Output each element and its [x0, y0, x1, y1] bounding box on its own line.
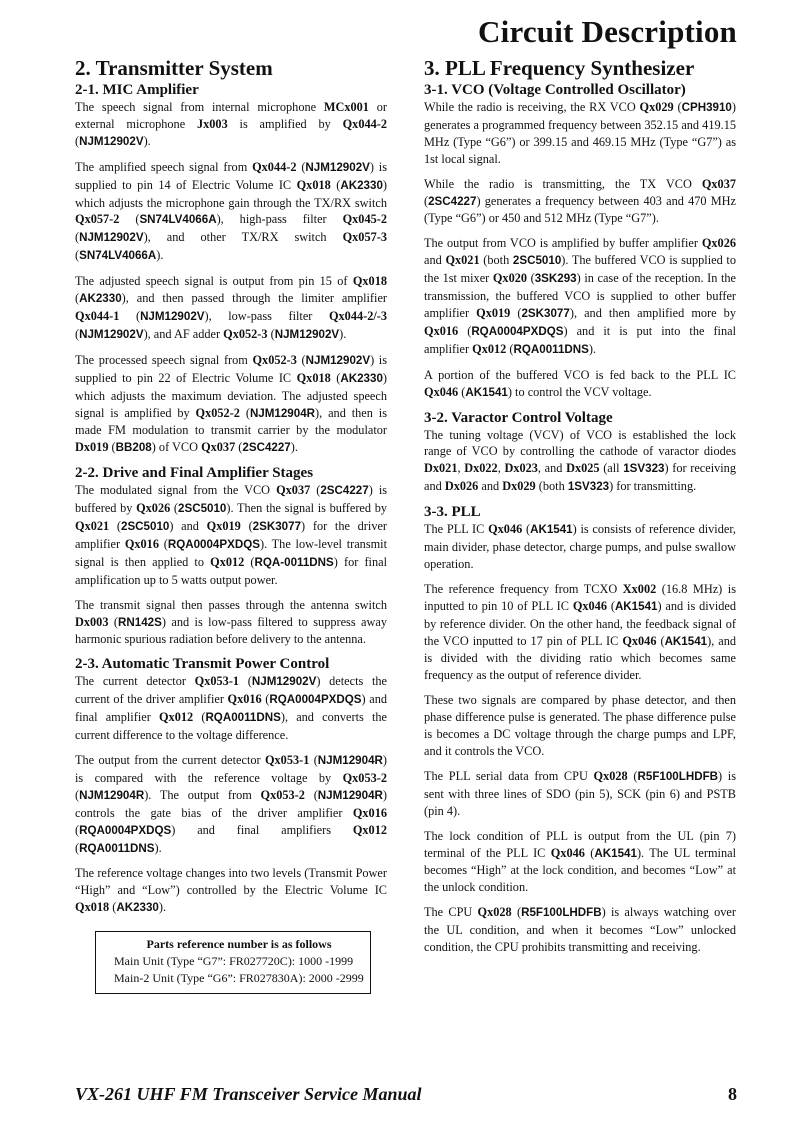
- part-number: NJM12902V: [79, 231, 144, 245]
- paragraph: [424, 692, 736, 760]
- text-run: (: [304, 787, 318, 802]
- paragraph: [424, 367, 736, 402]
- part-number: AK1541: [594, 846, 637, 860]
- text-run: (: [261, 692, 270, 707]
- subsection-title-mic-amplifier: 2-1. MIC Amplifier: [75, 82, 199, 98]
- component-ref: Dx026: [444, 479, 479, 494]
- paragraph: [424, 427, 736, 497]
- component-ref: Qx046: [424, 384, 459, 399]
- text-run: (: [244, 554, 255, 569]
- text-run: (both: [535, 479, 568, 494]
- part-number: NJM12902V: [305, 160, 370, 174]
- part-number: NJM12904R: [317, 788, 383, 802]
- text-run: ) is supplied to pin 22 of Electric Volume IC: [75, 352, 388, 385]
- component-ref: Qx046: [572, 598, 607, 613]
- text-run: ) and: [169, 519, 207, 534]
- part-number: 2SC4227: [428, 194, 477, 208]
- component-ref: Qx052-3: [252, 352, 297, 367]
- text-run: (: [75, 822, 80, 837]
- text-run: ). The UL terminal becomes “High” at the lock condition, and becomes “Low” at the unlock condition.: [424, 845, 736, 895]
- text-run: (: [108, 614, 119, 629]
- part-number: NJM12904R: [79, 788, 145, 802]
- part-number: AK1541: [530, 523, 573, 537]
- text-run: ) and final amplifiers: [171, 822, 353, 837]
- part-number: 1SV323: [567, 480, 610, 494]
- paragraph: [424, 768, 736, 820]
- part-number: 3SK293: [534, 272, 577, 286]
- paragraph: [75, 482, 387, 588]
- component-ref: Qx012: [158, 710, 194, 725]
- text-run: ) of VCO: [151, 440, 202, 455]
- component-ref: Qx019: [206, 519, 241, 534]
- text-run: ) and it is put into the final amplifier: [424, 323, 736, 356]
- text-run: These two signals are compared by phase detector, and then phase difference pulse is generated. The phase difference pulse is becomes a DC voltage through the charge pumps and LPF, and it controls the VCO.: [424, 693, 736, 758]
- component-ref: Qx016: [424, 323, 459, 338]
- text-run: The adjusted speech signal is output from pin 15 of: [75, 274, 353, 289]
- text-run: (: [240, 519, 253, 534]
- component-ref: Qx016: [124, 536, 159, 551]
- text-run: (: [522, 522, 531, 537]
- component-ref: Xx002: [622, 581, 657, 596]
- part-number: NJM12902V: [305, 353, 371, 367]
- text-run: ) is consists of reference divider, main divider, phase detector, charge pumps, and pulse swallow operation.: [424, 522, 737, 571]
- text-run: (: [511, 905, 522, 920]
- paragraph: [75, 159, 387, 265]
- paragraph: [424, 176, 736, 228]
- part-number: AK2330: [116, 901, 159, 915]
- component-ref: Jx003: [196, 116, 228, 131]
- part-number: NJM12904R: [249, 406, 316, 420]
- component-ref: Qx053-2: [260, 787, 305, 802]
- text-run: The PLL serial data from CPU: [424, 768, 594, 783]
- part-number: RQA0004PXDQS: [167, 537, 260, 551]
- text-run: (: [330, 370, 341, 385]
- component-ref: Qx044-1: [75, 308, 120, 323]
- text-run: ).: [339, 326, 347, 341]
- parts-reference-box: [95, 931, 371, 994]
- part-number: BB208: [115, 441, 152, 455]
- text-run: (: [239, 405, 250, 420]
- text-run: While the radio is receiving, the RX VCO: [424, 100, 640, 114]
- component-ref: Qx053-1: [264, 753, 310, 767]
- part-number: 2SC4227: [320, 484, 369, 498]
- part-number: CPH3910: [681, 101, 732, 114]
- component-ref: Qx012: [352, 822, 387, 837]
- text-run: (16.8 MHz) is inputted to pin 10 of PLL IC: [424, 581, 736, 613]
- text-run: or external microphone: [75, 100, 387, 131]
- text-run: The lock condition of PLL is output from the UL (pin 7) terminal of the PLL IC: [424, 828, 736, 860]
- paragraph: [75, 752, 387, 857]
- text-run: (: [606, 598, 615, 613]
- text-run: ) is buffered by: [75, 483, 388, 516]
- part-number: RQA0004PXDQS: [79, 823, 172, 837]
- text-run: (: [330, 177, 341, 192]
- component-ref: Qx029: [639, 100, 674, 114]
- text-run: ).: [143, 133, 151, 148]
- text-run: The reference voltage changes into two levels (Transmit Power “High” and “Low”) controlled by the Electric Volume IC: [75, 866, 387, 898]
- component-ref: Qx053-1: [194, 674, 240, 689]
- component-ref: Qx018: [296, 177, 331, 192]
- text-run: ).: [290, 440, 298, 455]
- text-run: (: [267, 326, 275, 341]
- text-run: (: [109, 519, 121, 534]
- text-run: The tuning voltage (VCV) of VCO is established the lock range of VCO by controlling the cathode of varactor diodes: [424, 427, 736, 459]
- part-number: NJM12902V: [140, 309, 205, 323]
- part-number: NJM12902V: [274, 327, 340, 341]
- component-ref: Qx052-3: [223, 326, 268, 341]
- text-run: ) is compared with the reference voltage by: [75, 753, 387, 785]
- text-run: ) generates a frequency between 403 and 470 MHz (Type “G6”) or 450 and 512 MHz (Type “G7”).: [424, 193, 736, 226]
- text-run: (: [75, 840, 80, 855]
- component-ref: Qx046: [550, 845, 585, 860]
- component-ref: Qx018: [296, 370, 331, 385]
- text-run: ) is always watching over the UL condition, and when it becomes “Low” unlocked condition, the CPU prohibits transmitting and receiving.: [424, 905, 736, 955]
- left-column: [75, 56, 387, 994]
- part-number: 1SV323: [623, 462, 665, 476]
- text-run: ) and is divided by reference divider. On the other hand, the feedback signal of the VCO inputted to 17 pin of PLL IC: [424, 598, 736, 648]
- text-run: ) generates a programmed frequency between 352.15 and 419.15 MHz (Type “G6”) or 399.15 and 469.15 MHz (Type “G7”) as 1st local signal.: [424, 100, 736, 166]
- text-run: ).: [158, 900, 167, 915]
- paragraph: [424, 581, 736, 684]
- text-run: (: [75, 248, 80, 263]
- subsection-title-varactor: 3-2. Varactor Control Voltage: [424, 409, 613, 426]
- paragraph: [424, 828, 736, 897]
- text-run: ). The buffered VCO is supplied to the 1st mixer: [424, 253, 736, 286]
- section-title-pll: 3. PLL Frequency Synthesizer: [424, 56, 695, 80]
- part-number: NJM12902V: [79, 134, 144, 148]
- text-run: The speech signal from internal microphone: [75, 100, 324, 114]
- part-number: AK1541: [465, 385, 508, 399]
- part-number: RN142S: [118, 615, 162, 629]
- text-run: ). The low-level transmit signal is then applied to: [75, 536, 387, 569]
- text-run: (: [75, 326, 80, 341]
- part-number: AK2330: [340, 178, 383, 192]
- text-run: ). The output from: [144, 787, 261, 802]
- footer-page-number: 8: [728, 1084, 737, 1104]
- text-run: (: [108, 440, 116, 455]
- component-ref: Qx018: [75, 900, 110, 915]
- text-run: The output from VCO is amplified by buffer amplifier: [424, 236, 702, 251]
- text-run: (: [75, 787, 80, 802]
- text-run: (: [458, 323, 472, 338]
- text-run: (: [506, 341, 514, 356]
- component-ref: Qx053-2: [342, 770, 387, 785]
- text-run: ) and final amplifier: [75, 692, 387, 725]
- component-ref: Qx018: [352, 274, 387, 289]
- part-number: 2SK3077: [521, 306, 570, 320]
- text-run: ) and is low-pass filtered to suppress away harmonic spurious radiation before delivery to the antenna.: [75, 614, 387, 647]
- component-ref: Dx021: [424, 461, 458, 476]
- part-number: AK1541: [614, 599, 658, 613]
- text-run: The modulated signal from the VCO: [75, 483, 277, 498]
- part-number: RQA-0011DNS: [254, 555, 334, 569]
- part-number: RQA0004PXDQS: [269, 693, 362, 707]
- page-header-title: Circuit Description: [478, 14, 737, 49]
- text-run: ,: [457, 461, 465, 476]
- component-ref: Qx021: [75, 519, 110, 534]
- text-run: ) for final amplification up to 5 watts output power.: [75, 554, 387, 587]
- text-run: ) for transmitting.: [609, 479, 697, 494]
- right-column: [424, 56, 736, 964]
- paragraph: [75, 865, 387, 917]
- text-run: ).: [154, 840, 162, 855]
- paragraph: [424, 99, 736, 168]
- text-run: (: [75, 133, 80, 148]
- text-run: (: [296, 352, 306, 367]
- subsection-title-drive-final: 2-2. Drive and Final Amplifier Stages: [75, 465, 314, 482]
- text-run: (: [424, 193, 429, 208]
- part-number: AK2330: [79, 292, 122, 306]
- text-run: ) is supplied to pin 14 of Electric Volume IC: [75, 159, 387, 192]
- text-run: (: [119, 212, 140, 227]
- part-number: R5F100LHDFB: [637, 769, 719, 783]
- component-ref: Qx028: [593, 768, 628, 783]
- text-run: ).: [156, 248, 164, 263]
- component-ref: Qx046: [488, 522, 523, 537]
- component-ref: Dx025: [566, 461, 600, 476]
- text-run: (: [109, 900, 117, 915]
- component-ref: Qx046: [622, 633, 657, 648]
- footer-manual-title: VX-261 UHF FM Transceiver Service Manual: [75, 1084, 422, 1104]
- part-number: NJM12902V: [251, 675, 317, 689]
- component-ref: Qx057-2: [75, 212, 120, 227]
- part-number: 2SK3077: [252, 520, 302, 534]
- component-ref: Qx016: [227, 692, 262, 707]
- component-ref: MCx001: [323, 100, 369, 114]
- text-run: (: [239, 674, 252, 689]
- text-run: (: [75, 230, 80, 245]
- part-number: RQA0011DNS: [205, 711, 281, 725]
- subsection-title-power-control: 2-3. Automatic Transmit Power Control: [75, 656, 330, 673]
- text-run: ), and other TX/RX switch: [143, 230, 343, 245]
- part-number: NJM12902V: [79, 327, 144, 341]
- text-run: (all: [599, 461, 624, 476]
- text-run: While the radio is transmitting, the TX VCO: [424, 176, 702, 191]
- text-run: (: [527, 271, 535, 286]
- component-ref: Dx023: [504, 461, 538, 476]
- text-run: A portion of the buffered VCO is fed back to the PLL IC: [424, 367, 736, 382]
- part-number: RQA0011DNS: [513, 342, 589, 356]
- text-run: (: [235, 440, 243, 455]
- text-run: (: [673, 100, 682, 114]
- part-number: 2SC5010: [178, 502, 227, 516]
- part-number: AK1541: [664, 634, 708, 648]
- text-run: The output from the current detector: [75, 753, 265, 767]
- paragraph: [75, 99, 387, 151]
- text-run: (: [627, 768, 638, 783]
- subsection-title-vco: 3-1. VCO (Voltage Controlled Oscillator): [424, 82, 686, 98]
- section-title-transmitter: 2. Transmitter System: [75, 56, 273, 80]
- text-run: (: [458, 384, 466, 399]
- text-run: ) for the driver amplifier: [75, 519, 388, 551]
- text-run: (: [193, 710, 206, 725]
- text-run: (: [296, 159, 306, 174]
- text-run: The current detector: [75, 674, 195, 689]
- component-ref: Qx026: [701, 236, 736, 251]
- text-run: ) which adjusts the microphone gain through the TX/RX switch: [75, 177, 388, 210]
- part-number: SN74LV4066A: [79, 249, 157, 263]
- part-number: 2SC5010: [121, 520, 170, 534]
- part-number: 2SC5010: [512, 254, 562, 268]
- text-run: (: [656, 633, 665, 648]
- text-run: ), and then amplified more by: [569, 305, 736, 320]
- text-run: The processed speech signal from: [75, 352, 253, 367]
- parts-box-line: Main-2 Unit (Type “G6”: FR027830A): 2000 -2999: [114, 971, 364, 986]
- text-run: ), and converts the current difference to the voltage difference.: [75, 710, 387, 743]
- text-run: The CPU: [424, 905, 478, 920]
- text-run: ,: [497, 461, 505, 476]
- text-run: The PLL IC: [424, 522, 489, 537]
- component-ref: Qx037: [201, 440, 236, 455]
- component-ref: Qx052-2: [195, 405, 240, 420]
- text-run: (: [510, 305, 522, 320]
- paragraph: [75, 352, 387, 457]
- part-number: RQA0011DNS: [79, 841, 155, 855]
- text-run: The amplified speech signal from: [75, 159, 253, 174]
- text-run: ) in case of the reception. In the transmission, the buffered VCO is supplied to other buffer amplifier: [424, 271, 737, 320]
- component-ref: Qx021: [445, 253, 480, 268]
- text-run: ). Then the signal is buffered by: [226, 501, 387, 516]
- part-number: R5F100LHDFB: [521, 906, 602, 920]
- text-run: , and: [537, 461, 567, 476]
- text-run: ) which adjusts the maximum deviation. The adjusted speech signal is amplified by: [75, 370, 388, 420]
- component-ref: Qx026: [136, 501, 171, 516]
- component-ref: Qx037: [701, 176, 736, 191]
- paragraph: [75, 273, 387, 344]
- component-ref: Dx022: [464, 461, 498, 476]
- parts-box-line: Main Unit (Type “G7”: FR027720C): 1000 -1999: [114, 954, 354, 969]
- component-ref: Qx012: [210, 554, 245, 569]
- text-run: The reference frequency from TCXO: [424, 581, 623, 596]
- text-run: and: [478, 479, 503, 494]
- text-run: The transmit signal then passes through the antenna switch: [75, 597, 387, 612]
- component-ref: Qx057-3: [342, 230, 387, 245]
- text-run: (both: [479, 253, 513, 268]
- text-run: (: [75, 291, 80, 306]
- parts-box-title: Parts reference number is as follows: [146, 937, 332, 952]
- text-run: (: [170, 501, 179, 516]
- text-run: ) detects the current of the driver amplifier: [75, 674, 387, 707]
- component-ref: Qx037: [276, 483, 311, 498]
- text-run: ), and is divided with the dividing ratio which becomes same frequency as the output of reference divider.: [424, 633, 737, 683]
- text-run: (: [309, 753, 318, 767]
- component-ref: Qx012: [472, 341, 507, 356]
- part-number: AK2330: [340, 371, 383, 385]
- text-run: ), and then passed through the limiter amplifier: [121, 291, 387, 306]
- component-ref: Qx016: [352, 805, 387, 820]
- text-run: ), and AF adder: [143, 326, 224, 341]
- part-number: SN74LV4066A: [139, 213, 217, 227]
- text-run: (: [310, 483, 321, 498]
- component-ref: Qx044-2/-3: [328, 308, 388, 323]
- subsection-title-pll: 3-3. PLL: [424, 504, 481, 521]
- text-run: (: [119, 308, 141, 323]
- text-run: ) is sent with three lines of SDO (pin 5), SCK (pin 6) and PSTB (pin 4).: [424, 768, 737, 818]
- text-run: is amplified by: [227, 116, 343, 131]
- component-ref: Qx028: [477, 905, 512, 920]
- text-run: and: [424, 253, 446, 268]
- component-ref: Dx003: [75, 614, 109, 629]
- paragraph: [75, 673, 387, 744]
- text-run: ) controls the gate bias of the driver amplifier: [75, 787, 387, 820]
- text-run: (: [584, 845, 595, 860]
- component-ref: Qx044-2: [252, 159, 297, 174]
- component-ref: Dx019: [75, 440, 109, 455]
- text-run: (: [158, 536, 168, 551]
- component-ref: Dx029: [502, 479, 536, 494]
- text-run: ).: [588, 341, 597, 356]
- text-run: ) for receiving and: [424, 461, 736, 494]
- text-run: ), high-pass filter: [216, 212, 343, 227]
- component-ref: Qx019: [476, 305, 511, 320]
- component-ref: Qx020: [492, 271, 528, 286]
- paragraph: [424, 521, 736, 573]
- paragraph: [75, 597, 387, 649]
- text-run: ), and then is made FM modulation to transmit carrier by the modulator: [75, 405, 387, 438]
- part-number: 2SC4227: [242, 441, 291, 455]
- text-run: ) to control the VCV voltage.: [507, 384, 652, 399]
- part-number: NJM12904R: [317, 754, 383, 767]
- text-run: ), low-pass filter: [204, 308, 329, 323]
- paragraph: [424, 235, 736, 358]
- component-ref: Qx045-2: [342, 212, 387, 227]
- part-number: RQA0004PXDQS: [471, 324, 564, 338]
- component-ref: Qx044-2: [342, 116, 388, 131]
- paragraph: [424, 904, 736, 956]
